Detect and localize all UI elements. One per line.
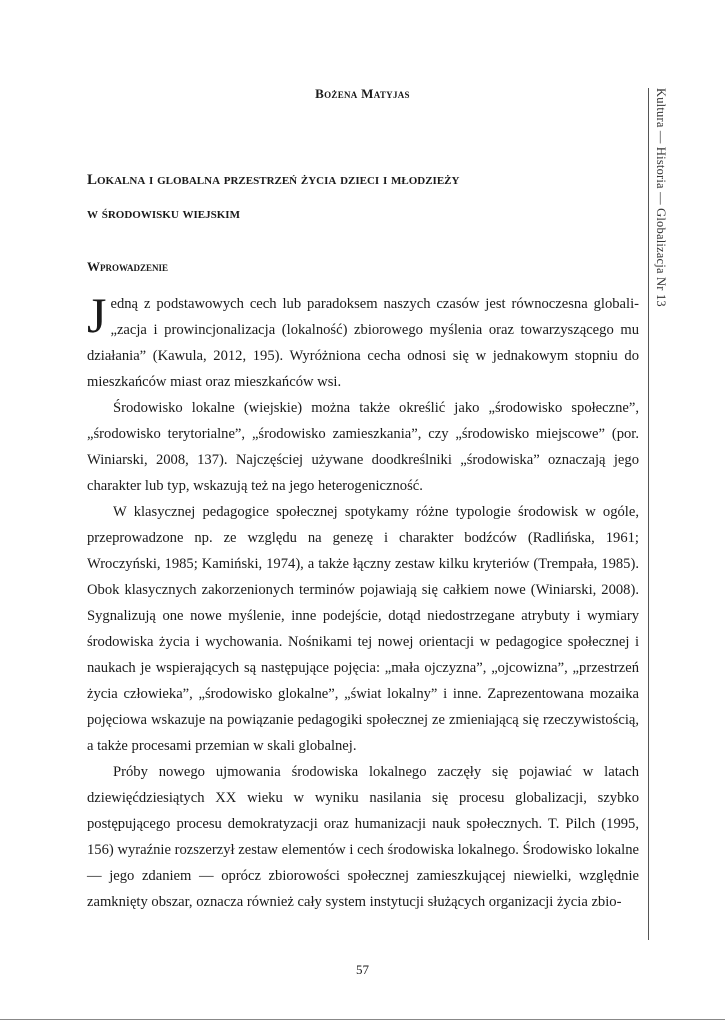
bottom-rule: [0, 1019, 725, 1020]
drop-cap: J: [87, 287, 107, 343]
page-number: 57: [356, 962, 369, 977]
paragraph-4: Próby nowego ujmowania środowiska lokalnego zaczęły się pojawiać w latach dziewięćdziesiątych XX wieku w wyniku nasilania się procesu globalizacji, szybko postępującego procesu demokratyzacji oraz humanizacji nauk społecznych. T. Pilch (1995, 156) wyraźnie rozszerzył zestaw elementów i cech środowiska lokalnego. Środowisko lokalne — jego zdaniem — oprócz zbiorowości społecznej zamieszkującej niewielki, względnie zamknięty obszar, oznacza również cały system instytucji służących organizacji życia zbio-: [87, 764, 639, 910]
article-title-line-2: w środowisku wiejskim: [87, 206, 240, 222]
paragraph-3: W klasycznej pedagogice społecznej spotykamy różne typologie środowisk w ogóle, przeprowadzone np. ze względu na genezę i charakter bodźców (Radlińska, 1961; Wroczyński, 1985; Kamiński, 1974), a także łączny zestaw kilku kryteriów (Trempała, 1985). Obok klasycznych zakorzenionych terminów pojawiają się całkiem nowe (Winiarski, 2008). Sygnalizują one nowe myślenie, inne podejście, dotąd niedostrzegane atrybuty i wymiary środowiska życia i wychowania. Nośnikami tej nowej orientacji w pedagogice społecznej i naukach je wspierających są następujące pojęcia: „mała ojczyzna”, „ojcowizna”, „przestrzeń życia człowieka”, „środowisko glokalne”, „świat lokalny” i inne. Zaprezentowana mozaika pojęciowa wskazuje na powiązanie pedagogiki społecznej ze zmieniającą się rzeczywistością, a także procesami przemian w skali globalnej.: [87, 504, 639, 754]
article-body: [87, 287, 639, 915]
sidebar-divider: [648, 88, 649, 940]
section-heading: Wprowadzenie: [87, 259, 169, 274]
article-title-line-1: Lokalna i globalna przestrzeń życia dzieci i młodzieży: [87, 172, 460, 188]
journal-sidebar-label: Kultura — Historia — Globalizacja Nr 13: [654, 88, 668, 307]
paragraph-1: Jedną z podstawowych cech lub paradoksem naszych czasów jest równoczesna globali-„zacja i prowincjonalizacja (lokalność) zbiorowego myślenia oraz towarzyszącego mu działania” (Kawula, 2012, 195). Wyróżniona cecha odnosi się w jednakowym stopniu do mieszkańców miast oraz mieszkańców wsi.: [87, 287, 639, 390]
paragraph-2: Środowisko lokalne (wiejskie) można także określić jako „środowisko społeczne”, „środowisko terytorialne”, „środowisko zamieszkania”, czy „środowisko miejscowe” (por. Winiarski, 2008, 137). Najczęściej używane doodkreślniki „środowiska” oznaczają jego charakter lub typ, wskazują też na jego heterogeniczność.: [87, 400, 639, 494]
running-author: Bożena Matyjas: [315, 86, 410, 101]
